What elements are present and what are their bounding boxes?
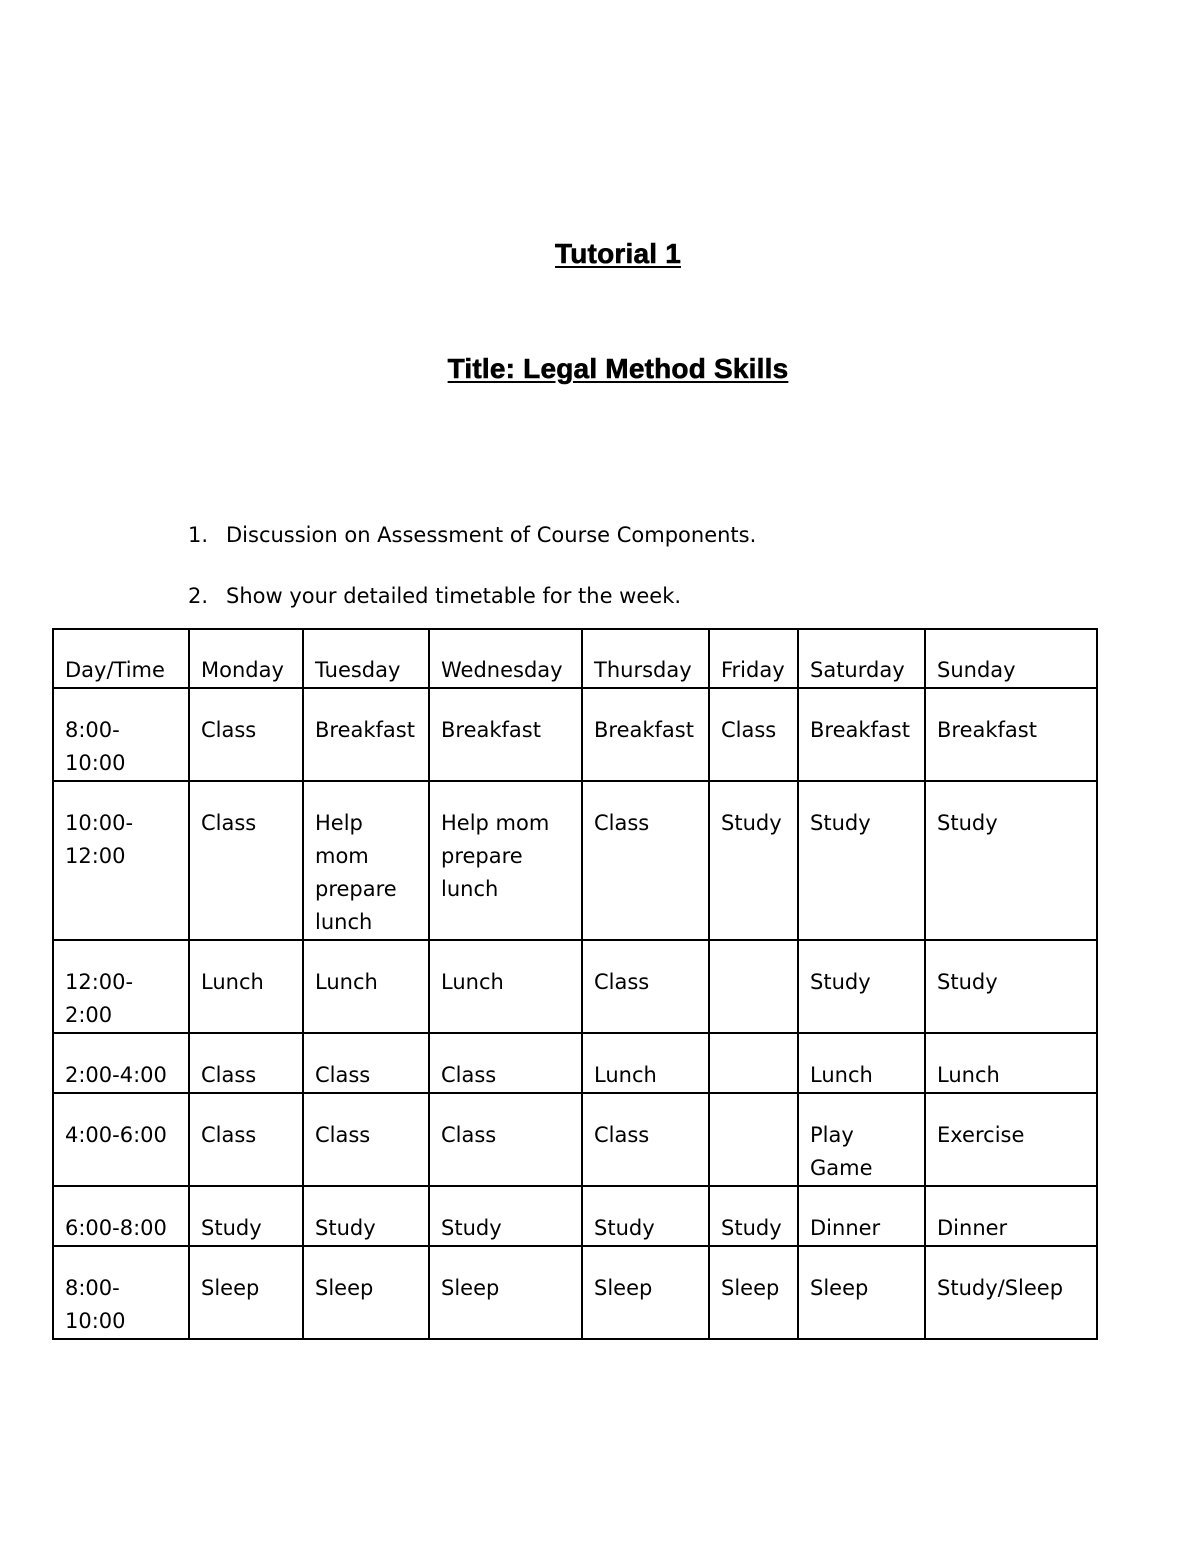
list-item bbox=[188, 518, 756, 579]
table-row bbox=[53, 781, 1097, 940]
activity-cell: Sleep bbox=[582, 1246, 709, 1339]
column-header: Monday bbox=[189, 629, 303, 688]
activity-cell: Study bbox=[798, 940, 925, 1033]
activity-cell: Class bbox=[189, 1033, 303, 1093]
activity-cell: Class bbox=[189, 688, 303, 781]
list-item-number: 1. bbox=[188, 523, 209, 547]
activity-cell: Lunch bbox=[798, 1033, 925, 1093]
activity-cell: Class bbox=[429, 1033, 582, 1093]
activity-cell: Play Game bbox=[798, 1093, 925, 1186]
activity-cell bbox=[709, 1033, 798, 1093]
activity-cell: Lunch bbox=[303, 940, 429, 1033]
time-slot-cell: 6:00-8:00 bbox=[53, 1186, 189, 1246]
document-title: Title: Legal Method Skills bbox=[447, 353, 789, 384]
column-header: Day/Time bbox=[53, 629, 189, 688]
time-slot-cell: 12:00- 2:00 bbox=[53, 940, 189, 1033]
activity-cell: Breakfast bbox=[798, 688, 925, 781]
list-item-text: Discussion on Assessment of Course Components. bbox=[226, 523, 757, 547]
activity-cell: Study bbox=[925, 940, 1097, 1033]
list-item-number: 2. bbox=[188, 584, 209, 608]
column-header: Saturday bbox=[798, 629, 925, 688]
column-header: Sunday bbox=[925, 629, 1097, 688]
time-slot-cell: 8:00- 10:00 bbox=[53, 1246, 189, 1339]
activity-cell: Lunch bbox=[925, 1033, 1097, 1093]
column-header: Friday bbox=[709, 629, 798, 688]
time-slot-cell: 2:00-4:00 bbox=[53, 1033, 189, 1093]
activity-cell: Sleep bbox=[189, 1246, 303, 1339]
time-slot-cell: 10:00- 12:00 bbox=[53, 781, 189, 940]
table-row bbox=[53, 688, 1097, 781]
activity-cell: Help mom prepare lunch bbox=[303, 781, 429, 940]
activity-cell: Study bbox=[798, 781, 925, 940]
time-slot-cell: 4:00-6:00 bbox=[53, 1093, 189, 1186]
activity-cell: Breakfast bbox=[303, 688, 429, 781]
activity-cell: Study/Sleep bbox=[925, 1246, 1097, 1339]
activity-cell: Dinner bbox=[925, 1186, 1097, 1246]
activity-cell: Class bbox=[189, 1093, 303, 1186]
table-row bbox=[53, 1186, 1097, 1246]
activity-cell: Class bbox=[303, 1093, 429, 1186]
column-header: Wednesday bbox=[429, 629, 582, 688]
activity-cell: Class bbox=[709, 688, 798, 781]
activity-cell: Class bbox=[429, 1093, 582, 1186]
activity-cell: Sleep bbox=[798, 1246, 925, 1339]
table-row bbox=[53, 1093, 1097, 1186]
activity-cell: Sleep bbox=[303, 1246, 429, 1339]
activity-cell: Exercise bbox=[925, 1093, 1097, 1186]
activity-cell bbox=[709, 1093, 798, 1186]
activity-cell: Lunch bbox=[429, 940, 582, 1033]
activity-cell: Sleep bbox=[429, 1246, 582, 1339]
table-header-row bbox=[53, 629, 1097, 688]
activity-cell: Sleep bbox=[709, 1246, 798, 1339]
activity-cell: Class bbox=[189, 781, 303, 940]
activity-cell: Class bbox=[582, 940, 709, 1033]
document-heading: Tutorial 1 bbox=[555, 238, 681, 269]
activity-cell: Class bbox=[582, 1093, 709, 1186]
activity-cell: Study bbox=[709, 781, 798, 940]
table-row bbox=[53, 1246, 1097, 1339]
activity-cell: Breakfast bbox=[429, 688, 582, 781]
weekly-timetable bbox=[52, 628, 1098, 1340]
activity-cell: Class bbox=[582, 781, 709, 940]
activity-cell: Dinner bbox=[798, 1186, 925, 1246]
activity-cell: Study bbox=[429, 1186, 582, 1246]
column-header: Tuesday bbox=[303, 629, 429, 688]
column-header: Thursday bbox=[582, 629, 709, 688]
activity-cell: Breakfast bbox=[925, 688, 1097, 781]
activity-cell: Breakfast bbox=[582, 688, 709, 781]
activity-cell: Lunch bbox=[582, 1033, 709, 1093]
activity-cell: Study bbox=[303, 1186, 429, 1246]
table-row bbox=[53, 1033, 1097, 1093]
activity-cell: Help mom prepare lunch bbox=[429, 781, 582, 940]
activity-cell: Study bbox=[925, 781, 1097, 940]
task-list bbox=[188, 518, 756, 640]
list-item-text: Show your detailed timetable for the week. bbox=[226, 584, 682, 608]
activity-cell: Lunch bbox=[189, 940, 303, 1033]
table-row bbox=[53, 940, 1097, 1033]
activity-cell: Study bbox=[582, 1186, 709, 1246]
activity-cell: Study bbox=[189, 1186, 303, 1246]
time-slot-cell: 8:00- 10:00 bbox=[53, 688, 189, 781]
activity-cell: Study bbox=[709, 1186, 798, 1246]
activity-cell: Class bbox=[303, 1033, 429, 1093]
activity-cell bbox=[709, 940, 798, 1033]
